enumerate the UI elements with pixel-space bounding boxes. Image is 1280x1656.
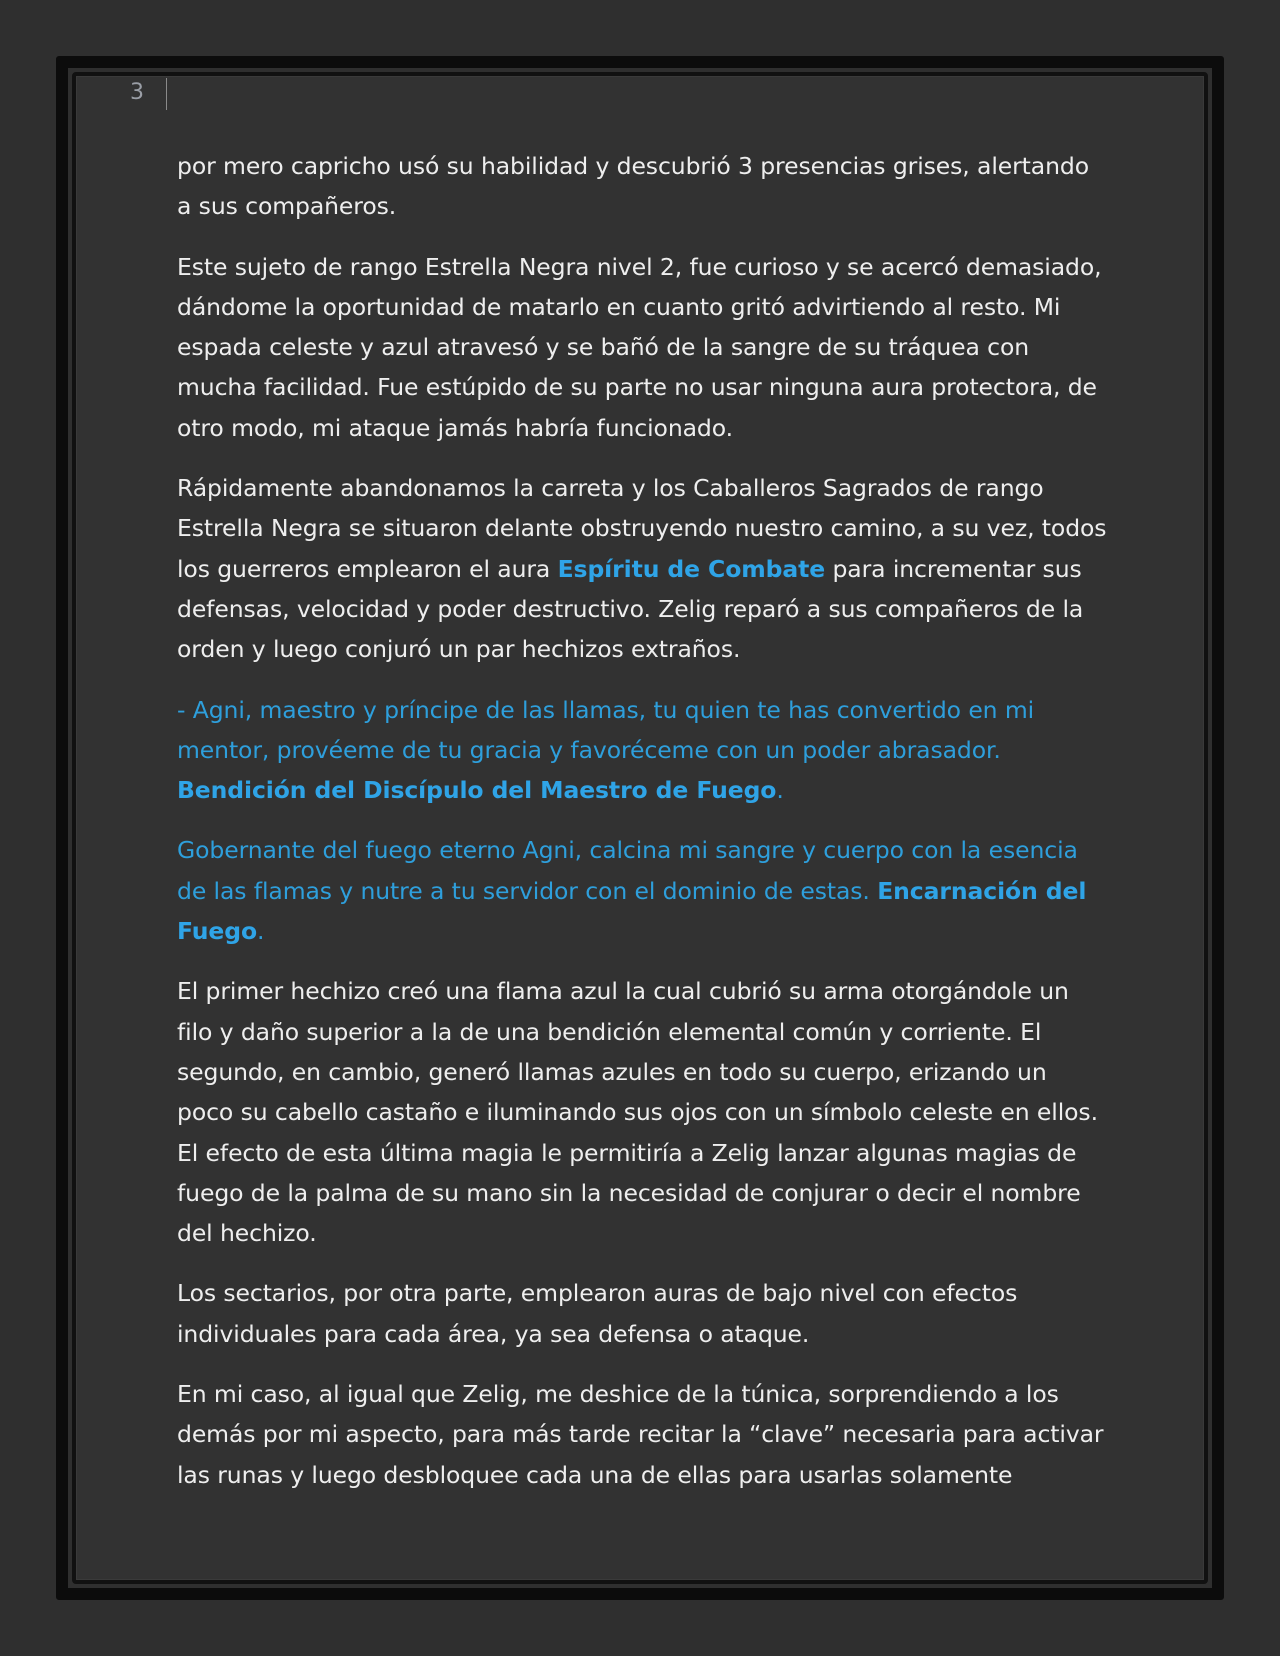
- paragraph-8: [177, 1374, 1107, 1495]
- paragraph-text: En mi caso, al igual que Zelig, me deshice de la túnica, sorprendiendo a los demás por mi aspecto, para más tarde recitar la “clave” necesaria para activar las runas y luego desbloquee cada una de ellas para usarlas solamente: [177, 1380, 1104, 1489]
- spell-incantation-2: [177, 830, 1107, 951]
- incantation-text: - Agni, maestro y príncipe de las llamas, tu quien te has convertido en mi mentor, provéeme de tu gracia y favoréceme con un poder abrasador.: [177, 695, 1035, 764]
- paragraph-7: [177, 1273, 1107, 1354]
- paragraph-text: Los sectarios, por otra parte, emplearon auras de bajo nivel con efectos individuales para cada área, ya sea defensa o ataque.: [177, 1279, 1018, 1348]
- paragraph-1: [177, 146, 1107, 227]
- incantation-text: Gobernante del fuego eterno Agni, calcina mi sangre y cuerpo con la esencia de las flamas y nutre a tu servidor con el dominio de estas.: [177, 836, 1078, 905]
- paragraph-text: Este sujeto de rango Estrella Negra nivel 2, fue curioso y se acercó demasiado, dándome la oportunidad de matarlo en cuanto gritó advirtiendo al resto. Mi espada celeste y azul atravesó y se bañó de la sangre de su tráquea con mucha facilidad. Fue estúpido de su parte no usar ninguna aura protectora, de otro modo, mi ataque jamás habría funcionado.: [177, 252, 1102, 442]
- spell-incantation-1: [177, 690, 1107, 811]
- incantation-text: .: [776, 776, 784, 805]
- paragraph-6: [177, 971, 1107, 1253]
- paragraph-text: para incrementar sus defensas, velocidad y poder destructivo. Zelig reparó a sus compañeros de la orden y luego conjuró un par hechizos extraños.: [177, 554, 1084, 664]
- incantation-text: .: [257, 917, 265, 946]
- paragraph-2: [177, 247, 1107, 448]
- paragraph-3: [177, 468, 1107, 669]
- spell-name-highlight: Encarnación del Fuego: [177, 876, 1087, 946]
- paragraph-text: Rápidamente abandonamos la carreta y los Caballeros Sagrados de rango Estrella Negra se situaron delante obstruyendo nuestro camino, a su vez, todos los guerreros emplearon el aura: [177, 474, 1107, 583]
- paragraph-text: El primer hechizo creó una flama azul la cual cubrió su arma otorgándole un filo y daño superior a la de una bendición elemental común y corriente. El segundo, en cambio, generó llamas azules en todo su cuerpo, erizando un poco su cabello castaño e iluminando sus ojos con un símbolo celeste en ellos. El efecto de esta última magia le permitiría a Zelig lanzar algunas magias de fuego de la palma de su mano sin la necesidad de conjurar o decir el nombre del hechizo.: [177, 977, 1098, 1248]
- spell-name-highlight: Bendición del Discípulo del Maestro de Fuego: [177, 776, 777, 805]
- page-content: [177, 146, 1107, 1515]
- aura-name-highlight: Espíritu de Combate: [557, 554, 826, 583]
- paragraph-text: por mero capricho usó su habilidad y descubrió 3 presencias grises, alertando a sus compañeros.: [177, 152, 1089, 221]
- page-number: 3: [130, 80, 144, 105]
- page-number-divider: [166, 78, 167, 110]
